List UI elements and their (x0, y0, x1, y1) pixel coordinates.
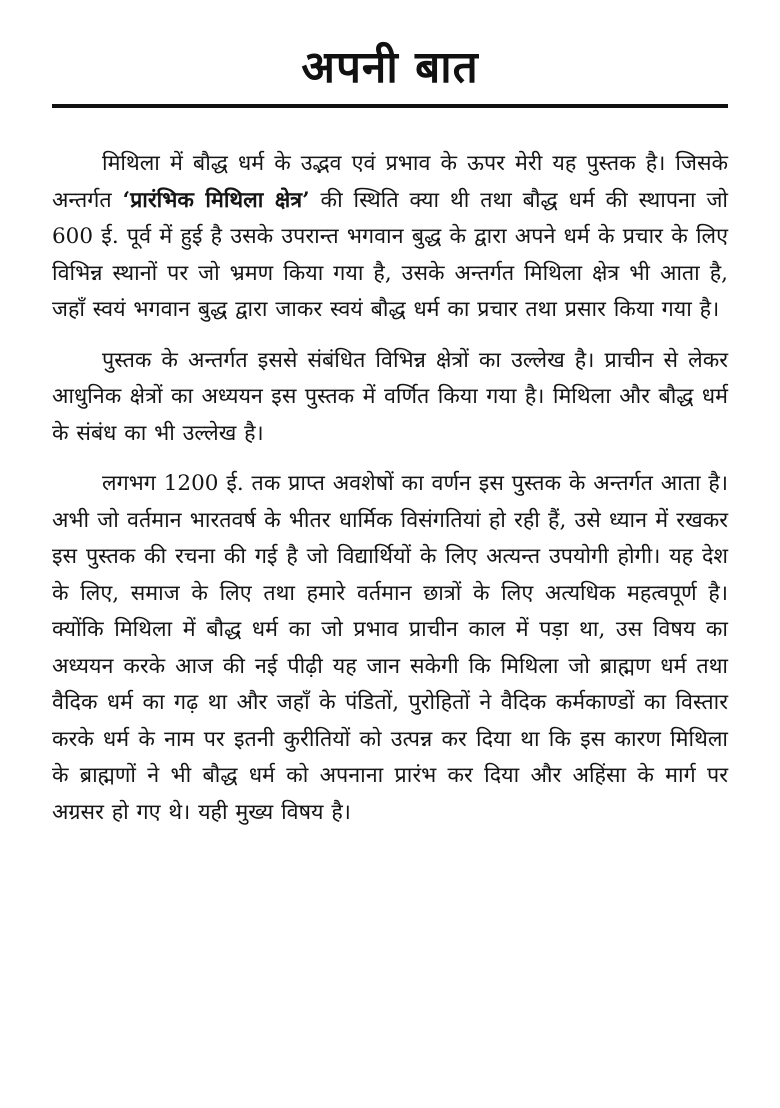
paragraph-contents: पुस्तक के अन्तर्गत इससे संबंधित विभिन्न क्षेत्रों का उल्लेख है। प्राचीन से लेकर आधुनिक क्षेत्रों का अध्ययन इस पुस्तक में वर्णित किया गया है। मिथिला और बौद्ध धर्म के संबंध का भी उल्लेख है। (52, 347, 728, 446)
paragraph-intro (52, 146, 728, 329)
page-title: अपनी बात (301, 42, 479, 93)
emphasized-region-name: ‘प्रारंभिक मिथिला क्षेत्र’ (122, 187, 310, 213)
title-divider (52, 104, 728, 108)
paragraph-intro-text-after: की स्थिति क्या थी तथा बौद्ध धर्म की स्थापना जो 600 ई. पूर्व में हुई है उसके उपरान्त भगवान बुद्ध के द्वारा अपने धर्म के प्रचार के लिए विभिन्न स्थानों पर जो भ्रमण किया गया है, उसके अन्तर्गत मिथिला क्षेत्र भी आता है, जहाँ स्वयं भगवान बुद्ध द्वारा जाकर स्वयं बौद्ध धर्म का प्रचार तथा प्रसार किया गया है। (52, 187, 728, 322)
paragraph-purpose: लगभग 1200 ई. तक प्राप्त अवशेषों का वर्णन इस पुस्तक के अन्तर्गत आता है। अभी जो वर्तमान भारतवर्ष के भीतर धार्मिक विसंगतियां हो रही हैं, उसे ध्यान में रखकर इस पुस्तक की रचना की गई है जो विद्यार्थियों के लिए अत्यन्त उपयोगी होगी। यह देश के लिए, समाज के लिए तथा हमारे वर्तमान छात्रों के लिए अत्यधिक महत्वपूर्ण है। क्योंकि मिथिला में बौद्ध धर्म का जो प्रभाव प्राचीन काल में पड़ा था, उस विषय का अध्ययन करके आज की नई पीढ़ी यह जान सकेगी कि मिथिला जो ब्राह्मण धर्म तथा वैदिक धर्म का गढ़ था और जहाँ के पंडितों, पुरोहितों ने वैदिक कर्मकाण्डों का विस्तार करके धर्म के नाम पर इतनी कुरीतियों को उत्पन्न कर दिया था कि इस कारण मिथिला के ब्राह्मणों ने भी बौद्ध धर्म को अपनाना प्रारंभ कर दिया और अहिंसा के मार्ग पर अग्रसर हो गए थे। यही मुख्य विषय है। (52, 471, 728, 825)
paragraph-intro-text-before: मिथिला में बौद्ध धर्म के उद्भव एवं प्रभाव के ऊपर मेरी यह पुस्तक है। जिसके अन्तर्गत (52, 151, 728, 213)
document-page (52, 38, 728, 845)
